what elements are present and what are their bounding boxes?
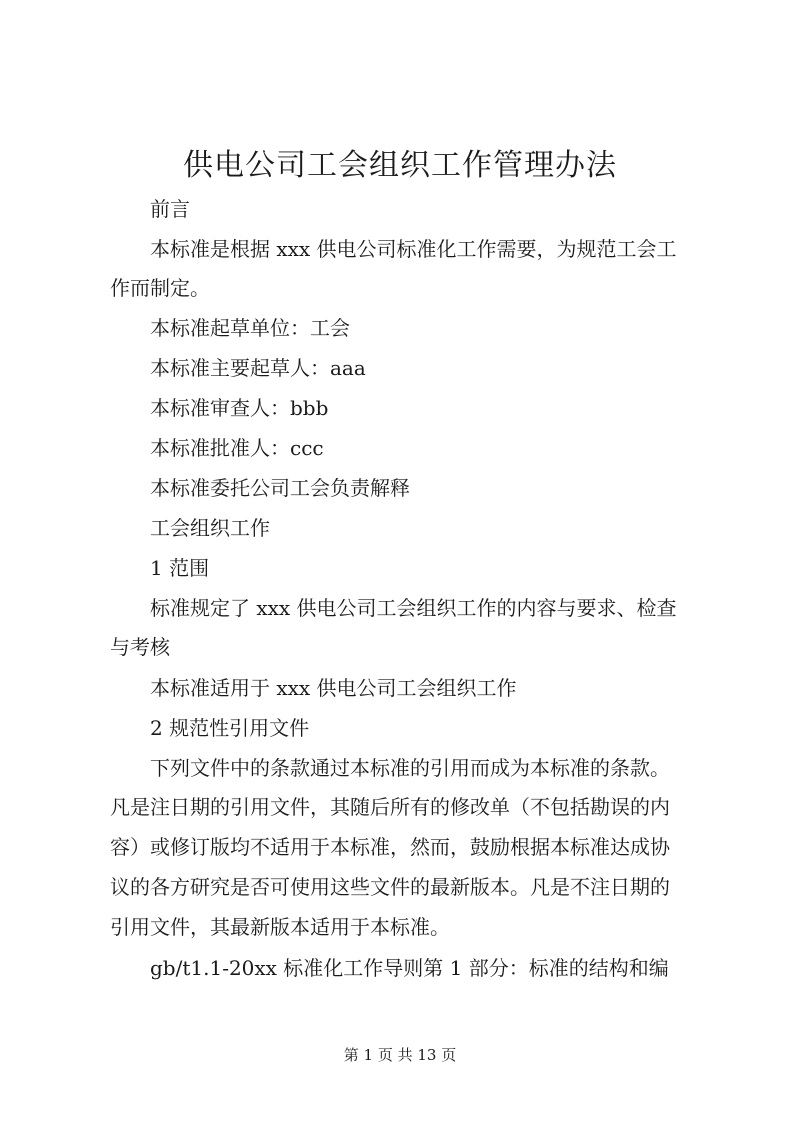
document-title: 供电公司工会组织工作管理办法: [183, 148, 617, 183]
paragraph-line: 本标准审查人：bbb: [150, 396, 329, 420]
paragraph-line: 引用文件，其最新版本适用于本标准。: [110, 915, 450, 939]
paragraph-line: 凡是注日期的引用文件，其随后所有的修改单（不包括勘误的内: [110, 795, 670, 819]
paragraph-line: 下列文件中的条款通过本标准的引用而成为本标准的条款。: [150, 756, 670, 780]
paragraph-line: 本标准委托公司工会负责解释: [150, 476, 410, 500]
paragraph-line: 作而制定。: [110, 276, 210, 300]
paragraph-line: 本标准是根据 xxx 供电公司标准化工作需要，为规范工会工: [150, 237, 677, 261]
paragraph-line: 前言: [150, 197, 190, 221]
section-heading: 1 范围: [150, 556, 210, 580]
paragraph-line: 本标准主要起草人：aaa: [150, 356, 366, 380]
paragraph-line: 本标准起草单位：工会: [150, 316, 350, 340]
paragraph-line: gb/t1.1-20xx 标准化工作导则第 1 部分：标准的结构和编: [150, 956, 669, 980]
paragraph-line: 容）或修订版均不适用于本标准，然而，鼓励根据本标准达成协: [110, 835, 670, 859]
paragraph-line: 议的各方研究是否可使用这些文件的最新版本。凡是不注日期的: [110, 875, 670, 899]
section-heading: 2 规范性引用文件: [150, 716, 310, 740]
paragraph-line: 与考核: [110, 635, 170, 659]
paragraph-line: 标准规定了 xxx 供电公司工会组织工作的内容与要求、检查: [150, 596, 677, 620]
paragraph-line: 本标准批准人：ccc: [150, 436, 324, 460]
paragraph-line: 本标准适用于 xxx 供电公司工会组织工作: [150, 676, 517, 700]
section-heading: 工会组织工作: [150, 516, 270, 540]
page-number-footer: 第 1 页 共 13 页: [343, 1046, 457, 1064]
